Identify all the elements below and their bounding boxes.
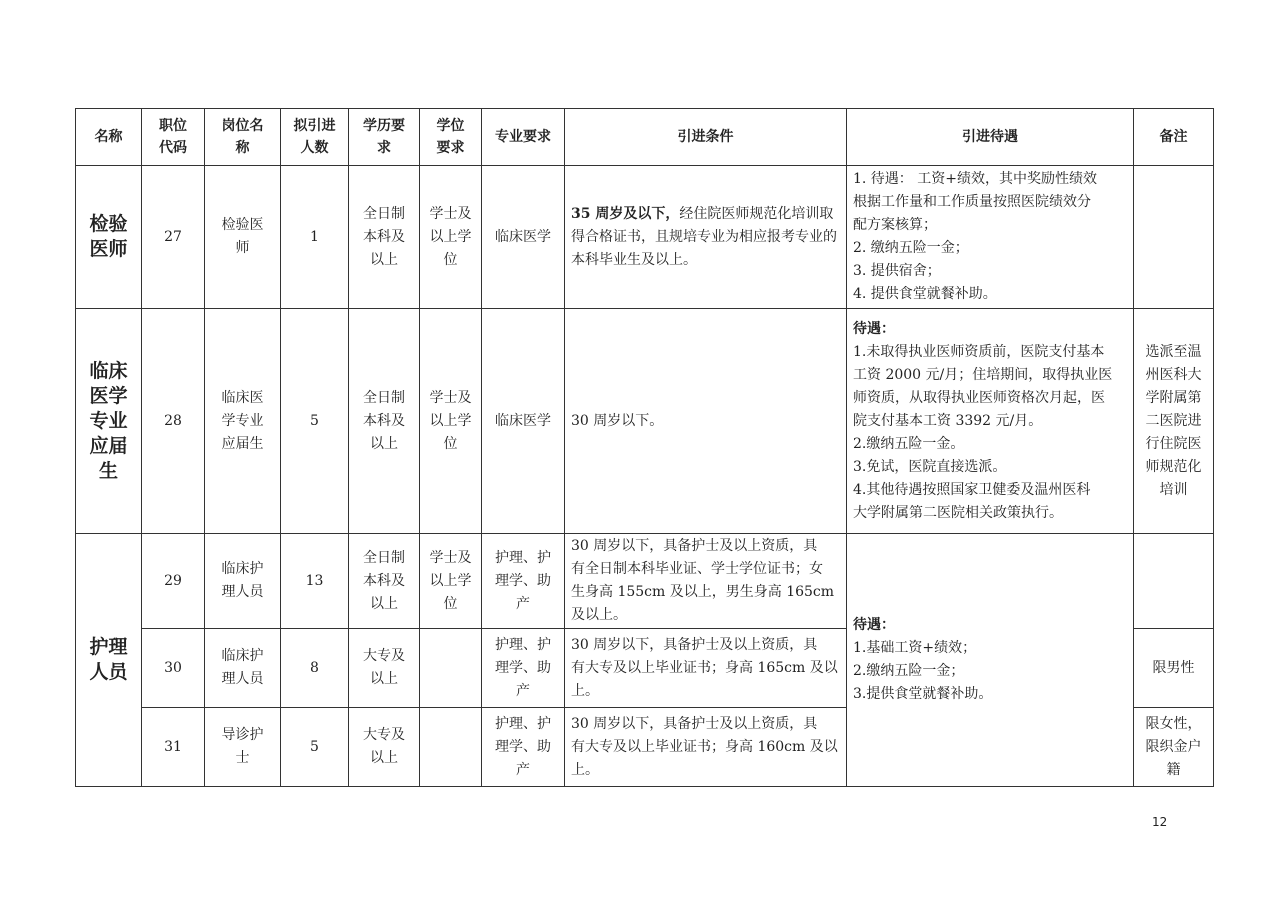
- text-line: 州医科大: [1145, 366, 1202, 383]
- text-line: 生: [98, 459, 118, 482]
- text-line: 及以上。: [571, 607, 627, 623]
- text-line: 本科及: [363, 412, 405, 429]
- text-line: 配方案核算；: [853, 217, 937, 233]
- position-code: 29: [142, 534, 205, 629]
- text-line: 以上: [370, 251, 398, 268]
- text-line: 大专及: [363, 648, 405, 664]
- text-line: 3.免试，医院直接选派。: [853, 458, 1007, 475]
- text-line: 护理、护: [495, 715, 551, 732]
- text-line: 1. 待遇： 工资+绩效，其中奖励性绩效: [853, 171, 1097, 187]
- category-name: [76, 534, 142, 787]
- text-line: 理人员: [221, 584, 264, 600]
- text-line: 职位: [159, 118, 187, 134]
- header-education: [349, 109, 420, 166]
- text-line: 检验: [89, 213, 128, 235]
- text-line: 岗位名: [221, 118, 264, 134]
- header-conditions: 引进条件: [565, 109, 847, 166]
- degree-requirement: [420, 629, 482, 708]
- benefits-title: 待遇：: [853, 617, 895, 633]
- post-name: [205, 534, 281, 629]
- table-row: [76, 166, 1214, 309]
- header-name: 名称: [76, 109, 142, 166]
- headcount: 8: [281, 629, 349, 708]
- text-line: 士: [235, 750, 250, 766]
- degree-requirement: [420, 534, 482, 629]
- position-code: 30: [142, 629, 205, 708]
- text-line: 限男性: [1152, 659, 1195, 676]
- text-line: 应届: [89, 434, 128, 457]
- text-line: 学历要: [363, 118, 405, 134]
- post-name: [205, 708, 281, 787]
- text-line: 4. 提供食堂就餐补助。: [853, 286, 997, 302]
- text-line: 师规范化: [1145, 458, 1202, 475]
- text-line: 临床医学: [495, 412, 551, 429]
- text-line: 学士及: [429, 205, 472, 222]
- recruitment-table: [75, 108, 1214, 787]
- text-line: 上。: [571, 682, 599, 699]
- text-line: 学士及: [429, 549, 472, 566]
- text-line: 1.基础工资+绩效；: [853, 640, 977, 656]
- text-line: 理学、助: [495, 659, 551, 676]
- text-line: 限织金户: [1145, 738, 1202, 755]
- table-row: [76, 534, 1214, 629]
- text-line: 培训: [1159, 481, 1188, 498]
- table-row: [76, 309, 1214, 534]
- text-line: 4.其他待遇按照国家卫健委及温州医科: [853, 481, 1091, 498]
- text-line: 以上: [370, 671, 398, 687]
- remarks-cell: [1134, 708, 1214, 787]
- category-name: [76, 166, 142, 309]
- remarks-cell: [1134, 166, 1214, 309]
- header-post-name: [205, 109, 281, 166]
- text-line: 生身高 155cm 及以上，男生身高 165cm: [571, 584, 835, 600]
- text-line: 师资质，从取得执业医师资格次月起，医: [853, 389, 1105, 406]
- text-line: 全日制: [363, 549, 405, 566]
- header-degree: [420, 109, 482, 166]
- header-benefits: 引进待遇: [847, 109, 1134, 166]
- text-line: 2.缴纳五险一金；: [853, 663, 965, 679]
- text-line: 理学、助: [495, 572, 551, 589]
- text-line: 选派至温: [1145, 343, 1202, 360]
- text-line: 上。: [571, 761, 599, 778]
- text-line: 大专及: [363, 727, 405, 743]
- conditions-text: 经住院医师规范化培训取得合格证书，且规培专业为相应报考专业的本科毕业生及以上。: [571, 205, 837, 268]
- text-line: 临床护: [221, 561, 264, 577]
- text-line: 以上学: [429, 412, 472, 429]
- text-line: 30 周岁以下，具备护士及以上资质，具: [571, 538, 818, 554]
- major-requirement: [482, 534, 565, 629]
- text-line: 以上: [370, 595, 398, 612]
- text-line: 临床医: [221, 389, 264, 406]
- position-code: 28: [142, 309, 205, 534]
- text-line: 护理、护: [495, 636, 551, 653]
- text-line: 全日制: [363, 205, 405, 222]
- text-line: 工资 2000 元/月；住培期间，取得执业医: [853, 366, 1113, 383]
- benefits-title: 待遇：: [853, 320, 895, 337]
- education-requirement: [349, 534, 420, 629]
- text-line: 临床护: [221, 648, 264, 664]
- conditions-cell: [565, 708, 847, 787]
- benefits-list: [853, 637, 1127, 706]
- text-line: 位: [443, 435, 458, 452]
- page-number: 12: [1152, 815, 1168, 829]
- text-line: 代码: [159, 140, 187, 156]
- text-line: 3. 提供宿舍；: [853, 263, 941, 279]
- text-line: 本科及: [363, 228, 405, 245]
- text-line: 人数: [300, 140, 329, 156]
- text-line: 称: [235, 140, 250, 156]
- position-code: 31: [142, 708, 205, 787]
- category-name: [76, 309, 142, 534]
- text-line: 学位: [436, 118, 465, 134]
- education-requirement: [349, 708, 420, 787]
- headcount: 5: [281, 708, 349, 787]
- major-requirement: [482, 309, 565, 534]
- degree-requirement: [420, 309, 482, 534]
- degree-requirement: [420, 708, 482, 787]
- benefits-cell: [847, 309, 1134, 534]
- text-line: 产: [516, 761, 530, 778]
- text-line: 师: [235, 240, 250, 256]
- text-line: 以上学: [429, 228, 472, 245]
- remarks-cell: [1134, 534, 1214, 629]
- text-line: 位: [443, 251, 458, 268]
- header-position-code: [142, 109, 205, 166]
- text-line: 理学、助: [495, 738, 551, 755]
- education-requirement: [349, 166, 420, 309]
- benefits-list: [853, 341, 1127, 525]
- post-name: [205, 629, 281, 708]
- text-line: 导诊护: [221, 727, 264, 743]
- conditions-cell: [565, 166, 847, 309]
- text-line: 院支付基本工资 3392 元/月。: [853, 412, 1043, 429]
- headcount: 1: [281, 166, 349, 309]
- text-line: 医师: [89, 238, 128, 260]
- text-line: 应届生: [221, 435, 264, 452]
- text-line: 专业: [89, 409, 128, 432]
- text-line: 根据工作量和工作质量按照医院绩效分: [853, 194, 1091, 210]
- education-requirement: [349, 309, 420, 534]
- text-line: 位: [443, 595, 458, 612]
- major-requirement: [482, 166, 565, 309]
- benefits-cell: [847, 166, 1134, 309]
- text-line: 产: [516, 595, 530, 612]
- conditions-cell: [565, 534, 847, 629]
- conditions-highlight: 35 周岁及以下，: [571, 205, 680, 222]
- text-line: 30 周岁以下。: [571, 412, 664, 429]
- text-line: 2.缴纳五险一金。: [853, 435, 965, 452]
- education-requirement: [349, 629, 420, 708]
- text-line: 检验医: [221, 217, 264, 233]
- text-line: 本科及: [363, 572, 405, 589]
- text-line: 产: [516, 682, 530, 699]
- text-line: 大学附属第二医院相关政策执行。: [853, 504, 1063, 521]
- text-line: 学专业: [221, 412, 264, 429]
- header-headcount: [281, 109, 349, 166]
- major-requirement: [482, 629, 565, 708]
- text-line: 护理、护: [495, 549, 551, 566]
- text-line: 临床: [89, 359, 128, 382]
- degree-requirement: [420, 166, 482, 309]
- header-row: [76, 109, 1214, 166]
- text-line: 30 周岁以下，具备护士及以上资质，具: [571, 636, 818, 653]
- text-line: 临床医学: [495, 228, 551, 245]
- remarks-cell: [1134, 309, 1214, 534]
- text-line: 有全日制本科毕业证、学士学位证书；女: [571, 561, 823, 577]
- text-line: 人员: [89, 661, 128, 683]
- header-remarks: 备注: [1134, 109, 1214, 166]
- text-line: 学附属第: [1145, 389, 1202, 406]
- text-line: 全日制: [363, 389, 405, 406]
- text-line: 1.未取得执业医师资质前，医院支付基本: [853, 343, 1105, 360]
- text-line: 要求: [436, 140, 465, 156]
- text-line: 有大专及以上毕业证书；身高 165cm 及以: [571, 659, 838, 676]
- major-requirement: [482, 708, 565, 787]
- header-major: 专业要求: [482, 109, 565, 166]
- text-line: 有大专及以上毕业证书；身高 160cm 及以: [571, 738, 838, 755]
- text-line: 护理: [89, 636, 128, 658]
- text-line: 理人员: [221, 671, 264, 687]
- text-line: 籍: [1166, 761, 1181, 778]
- text-line: 以上学: [429, 572, 472, 589]
- conditions-cell: [565, 309, 847, 534]
- text-line: 行住院医: [1145, 435, 1202, 452]
- headcount: 5: [281, 309, 349, 534]
- text-line: 学士及: [429, 389, 472, 406]
- text-line: 3.提供食堂就餐补助。: [853, 686, 993, 702]
- text-line: 二医院进: [1145, 412, 1202, 429]
- text-line: 拟引进: [293, 118, 336, 134]
- conditions-cell: [565, 629, 847, 708]
- text-line: 以上: [370, 435, 398, 452]
- text-line: 2. 缴纳五险一金；: [853, 240, 969, 256]
- benefits-cell: [847, 534, 1134, 787]
- text-line: 限女性，: [1145, 715, 1202, 732]
- position-code: 27: [142, 166, 205, 309]
- text-line: 30 周岁以下，具备护士及以上资质，具: [571, 715, 818, 732]
- headcount: 13: [281, 534, 349, 629]
- post-name: [205, 309, 281, 534]
- remarks-cell: [1134, 629, 1214, 708]
- text-line: 医学: [89, 384, 128, 407]
- post-name: [205, 166, 281, 309]
- text-line: 以上: [370, 750, 398, 766]
- text-line: 求: [377, 140, 391, 156]
